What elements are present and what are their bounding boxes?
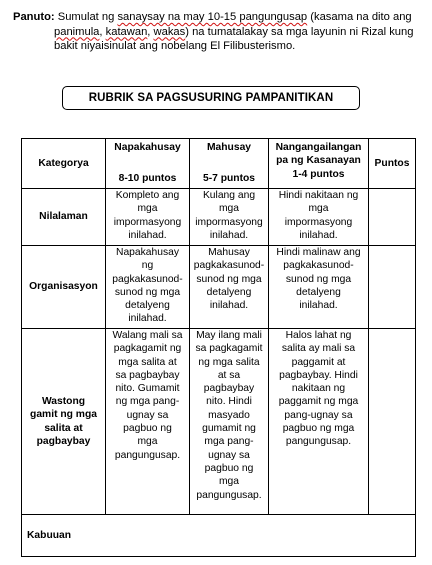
- rubric-title: RUBRIK SA PAGSUSURING PAMPANITIKAN: [88, 92, 334, 104]
- instructions-text: ,: [99, 25, 106, 38]
- rubric-table: [21, 138, 416, 557]
- spellcheck-underlined-text: panimula: [54, 25, 100, 38]
- instructions-text: Sumulat ng: [57, 11, 118, 23]
- header-puntos: Puntos: [369, 139, 416, 189]
- cell-mahusay: May ilang mali sa pagkagamit ng mga salita at sa pagbaybay nito. Hindi masyado gumamit ng mga pang- ugnay sa pagbuo ng mga pangungusap.: [190, 329, 269, 515]
- category-wastong-gamit: Wastong gamit ng mga salita at pagbaybay: [22, 329, 106, 515]
- instructions-line-1: [13, 10, 423, 25]
- table-row: [22, 246, 416, 329]
- cell-mahusay: Mahusay pagkakasunod- sunod ng mga detalyeng inilahad.: [190, 246, 269, 329]
- instructions-text: ) na tumatalakay sa mga layunin ni Rizal kung: [185, 25, 414, 38]
- category-organisasyon: Organisasyon: [22, 246, 106, 329]
- header-napakahusay: Napakahusay 8-10 puntos: [106, 139, 190, 189]
- cell-napakahusay: Napakahusay ng pagkakasunod- sunod ng mga detalyeng inilahad.: [106, 246, 190, 329]
- total-label: Kabuuan: [22, 515, 416, 557]
- header-row: [22, 139, 416, 189]
- spellcheck-underlined-text: wakas: [153, 25, 186, 38]
- total-row: [22, 515, 416, 557]
- instructions-line-2: [13, 25, 423, 40]
- instructions-label: Panuto:: [13, 11, 55, 23]
- cell-napakahusay: Kompleto ang mga impormasyong inilahad.: [106, 189, 190, 246]
- rubric-title-box: [62, 86, 360, 110]
- instructions-line-3: bakit niyaisinulat ang nobelang El Filibusterismo.: [54, 40, 296, 52]
- cell-puntos: [369, 246, 416, 329]
- cell-napakahusay: Walang mali sa pagkagamit ng mga salita at sa pagbaybay nito. Gumamit ng mga pang- ugnay sa pagbuo ng mga pangungusap.: [106, 329, 190, 515]
- table-row: [22, 329, 416, 515]
- instructions: [13, 10, 423, 54]
- instructions-text: (kasama na dito ang: [307, 11, 412, 23]
- table-row: [22, 189, 416, 246]
- cell-mahusay: Kulang ang mga impormasyong inilahad.: [190, 189, 269, 246]
- instructions-text: ,: [147, 25, 154, 38]
- header-nangangailangan: Nangangailangan pa ng Kasanayan 1-4 puntos: [269, 139, 369, 189]
- category-nilalaman: Nilalaman: [22, 189, 106, 246]
- cell-nangangailangan: Halos lahat ng salita ay mali sa paggamit at pagbaybay. Hindi nakitaan ng paggamit ng mga pang-ugnay sa pagbuo ng mga pangungusap.: [269, 329, 369, 515]
- cell-nangangailangan: Hindi malinaw ang pagkakasunod- sunod ng mga detalyeng inilahad.: [269, 246, 369, 329]
- cell-puntos: [369, 189, 416, 246]
- spellcheck-underlined-text: katawan: [105, 25, 148, 38]
- cell-puntos: [369, 329, 416, 515]
- header-mahusay: Mahusay 5-7 puntos: [190, 139, 269, 189]
- cell-nangangailangan: Hindi nakitaan ng mga impormasyong inilahad.: [269, 189, 369, 246]
- header-kategorya: Kategorya: [22, 139, 106, 189]
- spellcheck-underlined-text: sanaysay na may 10-15 pangungusap: [117, 11, 308, 23]
